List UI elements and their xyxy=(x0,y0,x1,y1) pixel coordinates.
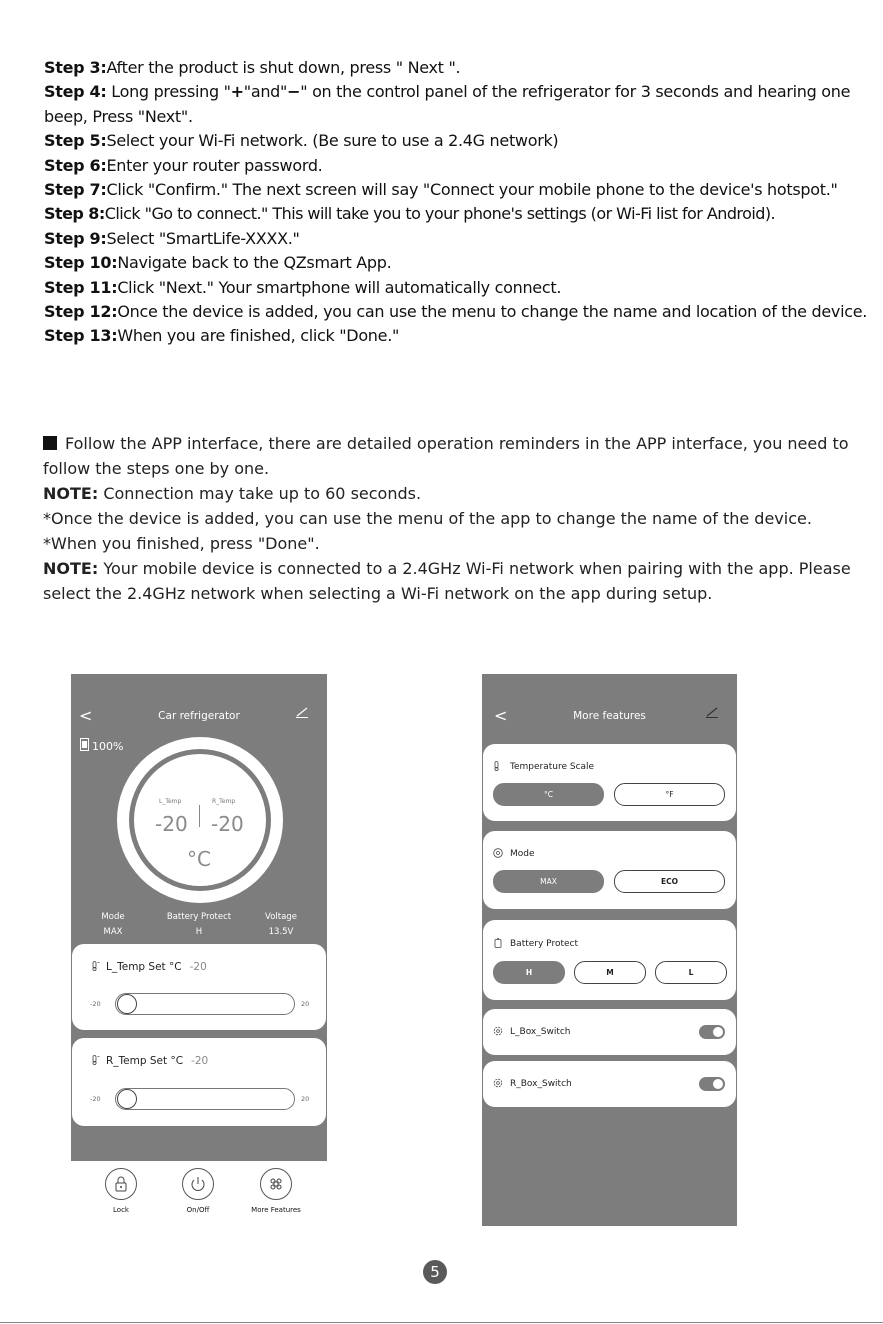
stat-battery-protect: Battery Protect H xyxy=(166,912,232,937)
l-temp-set-card: L_Temp Set °C -20 -20 20 xyxy=(72,944,326,1030)
battery-protect-card: Battery Protect H M L xyxy=(483,920,736,1000)
slider-knob[interactable] xyxy=(117,1089,137,1109)
mode-card: Mode MAX ECO xyxy=(483,831,736,909)
stat-voltage: Voltage 13.5V xyxy=(265,912,297,937)
step-6: Step 6:Enter your router password. xyxy=(44,155,323,175)
step-9: Step 9:Select "SmartLife-XXXX." xyxy=(44,228,300,248)
mode-icon xyxy=(493,848,503,858)
battery-icon xyxy=(80,738,89,751)
r-box-switch-card: R_Box_Switch xyxy=(483,1061,736,1107)
battery-h-option[interactable]: H xyxy=(493,961,565,984)
note-connection: NOTE: Connection may take up to 60 seconds. xyxy=(43,484,422,503)
step-13: Step 13:When you are finished, click "Done." xyxy=(44,326,400,346)
settings-icon xyxy=(493,1026,503,1036)
step-7: Step 7:Click "Confirm." The next screen will say "Connect your mobile phone to the device's hotspot." xyxy=(44,180,838,200)
l-temp-set-value: -20 xyxy=(189,961,207,973)
fahrenheit-option[interactable]: °F xyxy=(614,783,725,806)
r-temp-set-card: R_Temp Set °C -20 -20 20 xyxy=(72,1038,326,1126)
footer-rule xyxy=(0,1322,883,1323)
plus-icon: + xyxy=(230,82,244,102)
l-box-toggle[interactable] xyxy=(699,1025,725,1039)
step-8: Step 8:Click "Go to connect." This will take you to your phone's settings (or Wi-Fi list for Android). xyxy=(44,204,776,224)
battery-l-option[interactable]: L xyxy=(655,961,727,984)
r-temp-slider[interactable] xyxy=(115,1088,295,1110)
slider-knob[interactable] xyxy=(117,994,137,1014)
back-icon[interactable]: < xyxy=(494,706,508,725)
battery-m-option[interactable]: M xyxy=(574,961,646,984)
l-box-switch-card: L_Box_Switch xyxy=(483,1009,736,1055)
square-bullet-icon xyxy=(43,436,57,450)
celsius-option[interactable]: °C xyxy=(493,783,604,806)
on-off-button[interactable]: On/Off xyxy=(158,1168,238,1214)
screen-header xyxy=(482,674,737,725)
step-3: Step 3:After the product is shut down, press " Next ". xyxy=(44,58,461,77)
edit-icon[interactable] xyxy=(295,706,309,718)
power-icon[interactable] xyxy=(182,1168,214,1200)
follow-note: Follow the APP interface, there are detailed operation reminders in the APP interface, you need to follow the steps one by one. xyxy=(43,434,849,478)
minus-icon: − xyxy=(287,82,301,102)
screen-header xyxy=(71,674,327,725)
l-temp-label: L_Temp xyxy=(159,798,182,805)
step-12: Step 12:Once the device is added, you can use the menu to change the name and location of the device. xyxy=(44,302,868,322)
r-temp-set-label: R_Temp Set °C xyxy=(106,1055,184,1067)
stat-mode: Mode MAX xyxy=(101,912,125,937)
step-5: Step 5:Select your Wi-Fi network. (Be sure to use a 2.4G network) xyxy=(44,131,559,151)
command-icon[interactable] xyxy=(260,1168,292,1200)
notes-section xyxy=(43,431,863,606)
step-4: Step 4: Long pressing "+"and"−" on the control panel of the refrigerator for 3 seconds and hearing one beep, Press "Next". xyxy=(44,82,851,126)
temperature-scale-card: Temperature Scale °C °F xyxy=(483,744,736,821)
screen-title: Car refrigerator xyxy=(158,710,240,722)
step-11: Step 11:Click "Next." Your smartphone will automatically connect. xyxy=(44,277,562,297)
battery-indicator: 100% xyxy=(80,738,123,753)
mode-eco-option[interactable]: ECO xyxy=(614,870,725,893)
page-number: 5 xyxy=(423,1260,447,1284)
settings-icon xyxy=(493,1078,503,1088)
more-features-button[interactable]: More Features xyxy=(236,1168,316,1214)
mode-max-option[interactable]: MAX xyxy=(493,870,604,893)
battery-icon xyxy=(493,938,503,948)
divider xyxy=(199,805,200,827)
r-box-toggle[interactable] xyxy=(699,1077,725,1091)
r-temp-label: R_Temp xyxy=(212,798,236,805)
screen-title: More features xyxy=(573,710,646,722)
r-temp-value: -20 xyxy=(211,812,244,836)
more-features-screen xyxy=(482,674,737,1226)
car-refrigerator-screen xyxy=(71,674,327,1161)
temp-unit: °C xyxy=(187,847,211,871)
step-10: Step 10:Navigate back to the QZsmart App. xyxy=(44,253,392,273)
temperature-dial xyxy=(117,737,283,903)
lock-icon[interactable] xyxy=(105,1168,137,1200)
edit-icon[interactable] xyxy=(705,706,719,718)
thermometer-icon xyxy=(493,761,503,771)
l-temp-slider[interactable] xyxy=(115,993,295,1015)
lock-button[interactable]: Lock xyxy=(81,1168,161,1214)
bullet-rename: *Once the device is added, you can use the menu of the app to change the name of the device. xyxy=(43,509,812,528)
r-temp-set-value: -20 xyxy=(191,1055,209,1067)
thermometer-icon xyxy=(92,961,100,971)
note-wifi: NOTE: Your mobile device is connected to a 2.4GHz Wi-Fi network when pairing with the app. Please select the 2.4GHz network when selecting a Wi-Fi network on the app during setup. xyxy=(43,559,851,603)
thermometer-icon xyxy=(92,1055,100,1065)
back-icon[interactable]: < xyxy=(79,706,93,725)
bullet-done: *When you finished, press "Done". xyxy=(43,534,320,553)
l-temp-value: -20 xyxy=(155,812,188,836)
l-temp-set-label: L_Temp Set °C xyxy=(106,961,182,973)
steps-list xyxy=(44,56,874,349)
